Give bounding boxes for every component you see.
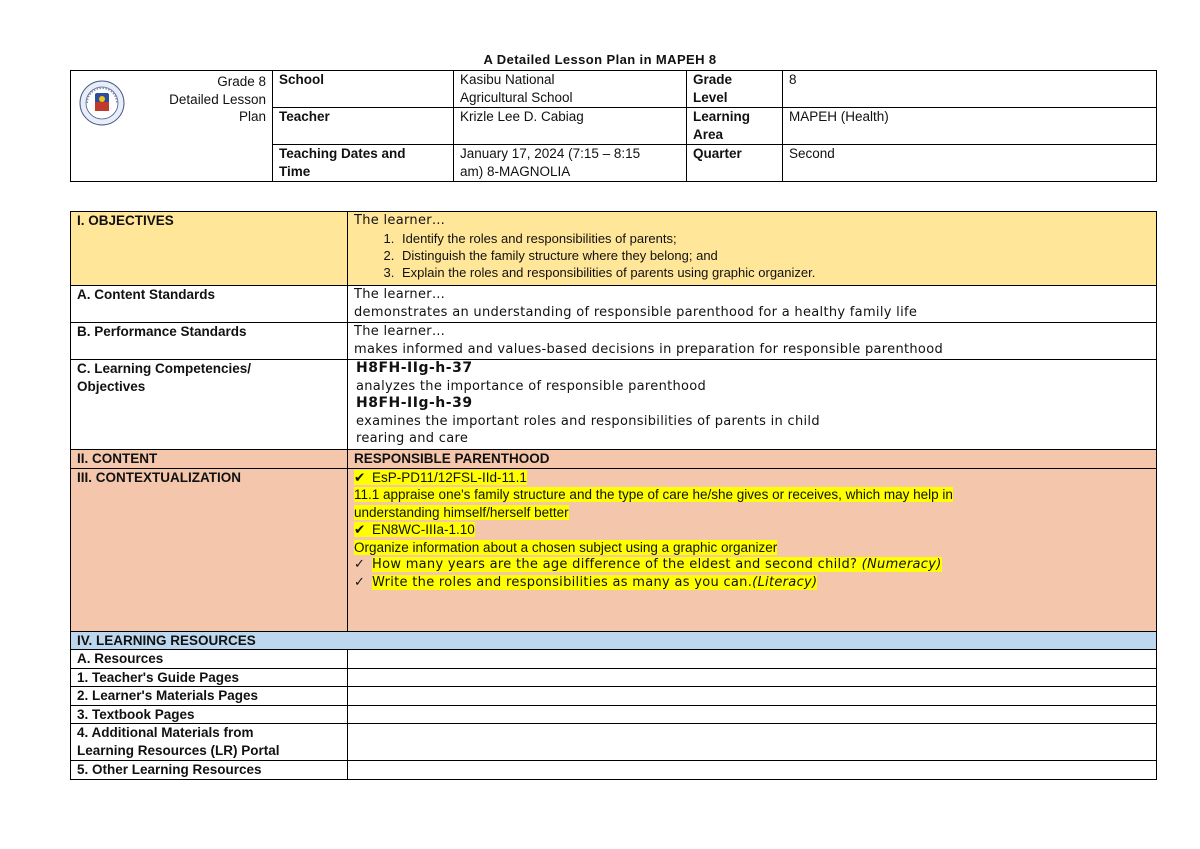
resources-row-value xyxy=(348,761,1157,780)
school-value-line1: Kasibu National xyxy=(460,72,555,87)
objectives-intro: The learner… xyxy=(354,213,446,228)
checkmark-icon: ✓ xyxy=(354,557,366,572)
resources-row-label: 2. Learner's Materials Pages xyxy=(71,687,348,706)
content-standards-label: A. Content Standards xyxy=(71,286,348,323)
objectives-content xyxy=(348,212,1157,286)
objectives-list xyxy=(354,230,1150,281)
competencies-label-line1: C. Learning Competencies/ xyxy=(77,361,252,376)
school-value-line2: Agricultural School xyxy=(460,89,573,105)
content-standards-text: demonstrates an understanding of responsible parenthood for a healthy family life xyxy=(354,304,918,320)
competency-code: H8FH-IIg-h-37 xyxy=(356,360,473,376)
resources-header-row xyxy=(71,631,1157,650)
resources-row xyxy=(71,705,1157,724)
content-standards-intro: The learner… xyxy=(354,287,446,302)
teacher-value: Krizle Lee D. Cabiag xyxy=(454,108,687,145)
objective-item: 1. Identify the roles and responsibilities of parents; xyxy=(398,230,1150,247)
resources-row xyxy=(71,650,1157,669)
header-table xyxy=(70,70,1157,182)
contextualization-content xyxy=(348,468,1157,631)
competencies-row xyxy=(71,360,1157,450)
content-standards-row xyxy=(71,286,1157,323)
dates-label-line1: Teaching Dates and xyxy=(279,146,406,161)
resources-row xyxy=(71,724,1157,761)
content-value: RESPONSIBLE PARENTHOOD xyxy=(348,450,1157,469)
resources-row xyxy=(71,761,1157,780)
document-title: A Detailed Lesson Plan in MAPEH 8 xyxy=(483,52,717,67)
resources-row xyxy=(71,668,1157,687)
learning-area-label-line2: Area xyxy=(693,126,724,142)
checkmark-icon: ✔ xyxy=(354,469,366,485)
context-text: Organize information about a chosen subject using a graphic organizer xyxy=(354,539,778,555)
dates-value-line2: am) 8-MAGNOLIA xyxy=(460,163,571,179)
resources-label: IV. LEARNING RESOURCES xyxy=(71,631,1157,650)
resources-row-label-line1: 4. Additional Materials from xyxy=(77,725,254,740)
literacy-tag: (Literacy) xyxy=(752,574,818,590)
literacy-question: Write the roles and responsibilities as many as you can. xyxy=(372,574,753,590)
learning-area-label-line1: Learning xyxy=(693,109,751,124)
context-text: 11.1 appraise one's family structure and the type of care he/she gives or receives, which may help in xyxy=(354,487,953,502)
competencies-label xyxy=(71,360,348,450)
resources-row-label xyxy=(71,724,348,761)
competencies-content xyxy=(348,360,1157,450)
objectives-row xyxy=(71,212,1157,286)
resources-row-label: 1. Teacher's Guide Pages xyxy=(71,668,348,687)
school-value xyxy=(454,71,687,108)
grade-level-value: 8 xyxy=(783,71,1157,108)
resources-row-value xyxy=(348,687,1157,706)
competency-text: rearing and care xyxy=(356,431,469,446)
competencies-label-line2: Objectives xyxy=(77,378,146,394)
dates-label-line2: Time xyxy=(279,163,311,179)
context-code: EN8WC-IIIa-1.10 xyxy=(372,522,475,537)
context-text: understanding himself/herself better xyxy=(354,504,569,520)
resources-row xyxy=(71,687,1157,706)
contextualization-label: III. CONTEXTUALIZATION xyxy=(71,468,348,631)
objective-item: 2. Distinguish the family structure where they belong; and xyxy=(398,247,1150,264)
competency-text: examines the important roles and responsibilities of parents in child xyxy=(356,413,820,429)
logo-cell xyxy=(71,71,273,182)
school-label: School xyxy=(273,71,454,108)
numeracy-question: How many years are the age difference of the eldest and second child? xyxy=(372,557,858,572)
grade-label-line1: Grade 8 xyxy=(217,74,266,89)
teacher-label: Teacher xyxy=(273,108,454,145)
context-code: EsP-PD11/12FSL-IId-11.1 xyxy=(372,469,527,485)
grade-label-line3: Plan xyxy=(238,109,266,124)
dates-value xyxy=(454,145,687,182)
checkmark-icon: ✔ xyxy=(354,522,366,537)
competency-code: H8FH-IIg-h-39 xyxy=(356,395,473,411)
resources-row-label: 3. Textbook Pages xyxy=(71,705,348,724)
learning-area-label xyxy=(687,108,783,145)
resources-row-label-line2: Learning Resources (LR) Portal xyxy=(77,742,280,758)
performance-standards-intro: The learner… xyxy=(354,324,446,339)
content-label: II. CONTENT xyxy=(71,450,348,469)
grade-label-line2: Detailed Lesson xyxy=(169,91,266,107)
grade-level-label-line1: Grade xyxy=(693,72,733,87)
grade-label xyxy=(169,73,266,126)
performance-standards-text: makes informed and values-based decisions in preparation for responsible parenthood xyxy=(354,341,943,357)
content-row xyxy=(71,450,1157,469)
resources-row-value xyxy=(348,705,1157,724)
resources-row-label: A. Resources xyxy=(71,650,348,669)
deped-seal-icon xyxy=(79,80,125,126)
grade-level-label-line2: Level xyxy=(693,89,728,105)
performance-standards-label: B. Performance Standards xyxy=(71,323,348,360)
dates-label xyxy=(273,145,454,182)
numeracy-tag: (Numeracy) xyxy=(861,557,942,572)
competency-text: analyzes the importance of responsible parenthood xyxy=(356,378,707,394)
objective-item: 3. Explain the roles and responsibilities of parents using graphic organizer. xyxy=(398,264,1150,281)
dates-value-line1: January 17, 2024 (7:15 – 8:15 xyxy=(460,146,641,161)
quarter-value: Second xyxy=(783,145,1157,182)
contextualization-row xyxy=(71,468,1157,631)
grade-level-label xyxy=(687,71,783,108)
resources-row-value xyxy=(348,668,1157,687)
lesson-plan-table xyxy=(70,211,1157,780)
learning-area-value: MAPEH (Health) xyxy=(783,108,1157,145)
resources-row-value xyxy=(348,650,1157,669)
checkmark-icon: ✓ xyxy=(354,574,366,590)
quarter-label: Quarter xyxy=(687,145,783,182)
content-standards-content xyxy=(348,286,1157,323)
resources-row-label: 5. Other Learning Resources xyxy=(71,761,348,780)
resources-row-value xyxy=(348,724,1157,761)
performance-standards-content xyxy=(348,323,1157,360)
performance-standards-row xyxy=(71,323,1157,360)
objectives-label: I. OBJECTIVES xyxy=(71,212,348,286)
